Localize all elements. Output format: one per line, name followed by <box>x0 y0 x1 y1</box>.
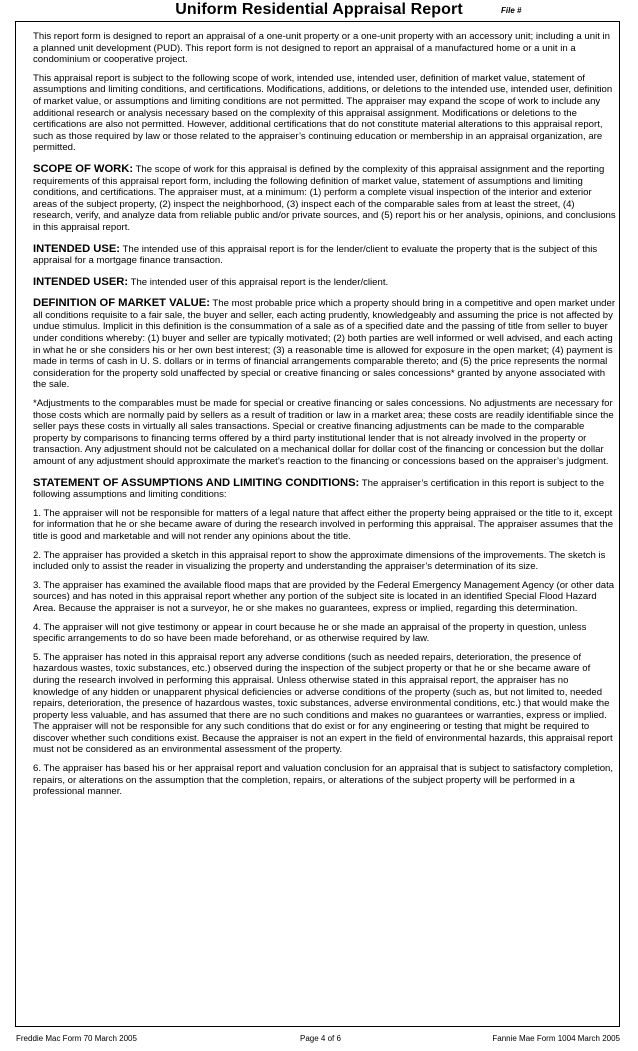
scope-of-work-text: The scope of work for this appraisal is defined by the complexity of this appraisal assignment and the reporting requirements of this appraisal report form, including the following definition of market value, statement of assumptions and limiting conditions, and certifications. The appraiser must, at a minimum: (1) perform a complete visual inspection of the interior and exterior areas of the subject property, (2) inspect the neighborhood, (3) inspect each of the comparable sales from at least the street, (4) research, verify, and analyze data from reliable public and/or private sources, and (5) report his or her analysis, opinions, and conclusions in this appraisal report. <box>33 163 616 233</box>
condition-item-1: 1. The appraiser will not be responsible for matters of a legal nature that affect either the property being appraised or the title to it, except for information that he or she became aware of during the research involved in performing this appraisal. The appraiser assumes that the title is good and marketable and will not render any opinions about the title. <box>33 507 614 542</box>
condition-item-6: 6. The appraiser has based his or her appraisal report and valuation conclusion for an appraisal that is subject to satisfactory completion, repairs, or alterations on the assumption that the completion, repairs, or alterations of the subject property will be performed in a professional manner. <box>33 763 614 798</box>
assumptions-text: The appraiser’s certification in this report is subject to the following assumptions and limiting conditions: <box>33 477 605 501</box>
condition-item-5: 5. The appraiser has noted in this appraisal report any adverse conditions (such as needed repairs, deterioration, the presence of hazardous wastes, toxic substances, etc.) observed during the inspection of the subject property or that he or she became aware of during the research involved in performing this appraisal. Unless otherwise stated in this appraisal report, the appraiser has no knowledge of any hidden or unapparent physical deficiencies or adverse conditions of the property (such as, but not limited to, needed repairs, deterioration, the presence of hazardous wastes, toxic substances, adverse environmental conditions, etc.) that would make the property less valuable, and has assumed that there are no such conditions and makes no guarantees or warranties, express or implied. The appraiser will not be responsible for any such conditions that do exist or for any engineering or testing that might be required to discover whether such conditions exist. Because the appraiser is not an expert in the field of environmental hazards, this appraisal report must not be considered as an environmental assessment of the property. <box>33 651 613 756</box>
market-value-text: The most probable price which a property should bring in a competitive and open market under all conditions requisite to a fair sale, the buyer and seller, each acting prudently, knowledgeably and assuming the price is not affected by undue stimulus. Implicit in this definition is the consummation of a sale as of a specified date and the passing of title from seller to buyer under conditions whereby: (1) buyer and seller are typically motivated; (2) both parties are well informed or well advised, and each acting in what he or she considers his or her own best interest; (3) a reasonable time is allowed for exposure in the open market; (4) payment is made in terms of cash in U. S. dollars or in terms of financial arrangements comparable thereto; and (5) the price represents the normal consideration for the property sold unaffected by special or creative financing or sales concessions* granted by anyone associated with the sale. <box>33 298 616 391</box>
intended-use-section <box>33 244 616 267</box>
condition-item-2: 2. The appraiser has provided a sketch in this appraisal report to show the approximate dimensions of the improvements. The sketch is included only to assist the reader in visualizing the property and understanding the appraiser’s determination of its size. <box>33 549 606 573</box>
condition-item-4: 4. The appraiser will not give testimony or appear in court because he or she made an appraisal of the property in question, unless specific arrangements to do so have been made beforehand, or as otherwise required by law. <box>33 621 587 645</box>
scope-intro-paragraph: This appraisal report is subject to the following scope of work, intended use, intended user, definition of market value, statement of assumptions and limiting conditions, and certifications. Modifications, additions, or deletions to the intended use, intended user, definition of market value, or assumptions and limiting conditions are not permitted. The appraiser may expand the scope of work to include any additional research or analysis necessary based on the complexity of this appraisal assignment. Modifications or deletions to the certifications are also not permitted. However, additional certifications that do not constitute material alterations to this appraisal report, such as those required by law or those related to the appraiser’s continuing education or membership in an appraisal organization, are permitted. <box>33 72 613 154</box>
footer-fannie-mae: Fannie Mae Form 1004 March 2005 <box>492 1034 620 1043</box>
scope-of-work-section <box>33 164 616 234</box>
file-number-label: File # <box>501 6 522 15</box>
report-title: Uniform Residential Appraisal Report <box>175 1 463 18</box>
intended-user-heading: INTENDED USER: <box>33 275 129 288</box>
condition-item-3: 3. The appraiser has examined the available flood maps that are provided by the Federal Emergency Management Agency (or other data sources) and has noted in this appraisal report whether any portion of the subject site is located in an identified Special Flood Hazard Area. Because the appraiser is not a surveyor, he or she makes no guarantees, express or implied, regarding this determination. <box>33 579 615 614</box>
intended-user-section <box>33 277 616 289</box>
assumptions-heading: STATEMENT OF ASSUMPTIONS AND LIMITING CONDITIONS: <box>33 476 360 489</box>
report-body <box>33 31 616 805</box>
adjustments-paragraph: *Adjustments to the comparables must be made for special or creative financing or sales concessions. No adjustments are necessary for those costs which are normally paid by sellers as a result of tradition or law in a market area; these costs are readily identifiable since the seller pays these costs in virtually all sales transactions. Special or creative financing adjustments can be made to the comparable property by comparisons to financing terms offered by a third party institutional lender that is not already involved in the property or transaction. Any adjustment should not be calculated on a mechanical dollar for dollar cost of the financing or concession but the dollar amount of any adjustment should approximate the market’s reaction to the financing or concessions based on the appraiser’s judgment. <box>33 398 614 467</box>
page-header <box>0 0 638 22</box>
intended-use-heading: INTENDED USE: <box>33 242 121 255</box>
intro-paragraph: This report form is designed to report an appraisal of a one-unit property or a one-unit property with an accessory unit; including a unit in a planned unit development (PUD). This report form is not designed to report an appraisal of a manufactured home or a unit in a condominium or cooperative project. <box>33 31 611 66</box>
market-value-heading: DEFINITION OF MARKET VALUE: <box>33 297 210 310</box>
scope-of-work-heading: SCOPE OF WORK: <box>33 162 134 175</box>
footer-freddie-mac: Freddie Mac Form 70 March 2005 <box>16 1034 137 1043</box>
intended-user-text: The intended user of this appraisal report is the lender/client. <box>128 276 389 288</box>
footer-page-number: Page 4 of 6 <box>300 1034 341 1043</box>
assumptions-section <box>33 478 616 501</box>
market-value-section <box>33 298 616 391</box>
intended-use-text: The intended use of this appraisal report is for the lender/client to evaluate the property that is the subject of this appraisal for a mortgage finance transaction. <box>33 243 598 267</box>
